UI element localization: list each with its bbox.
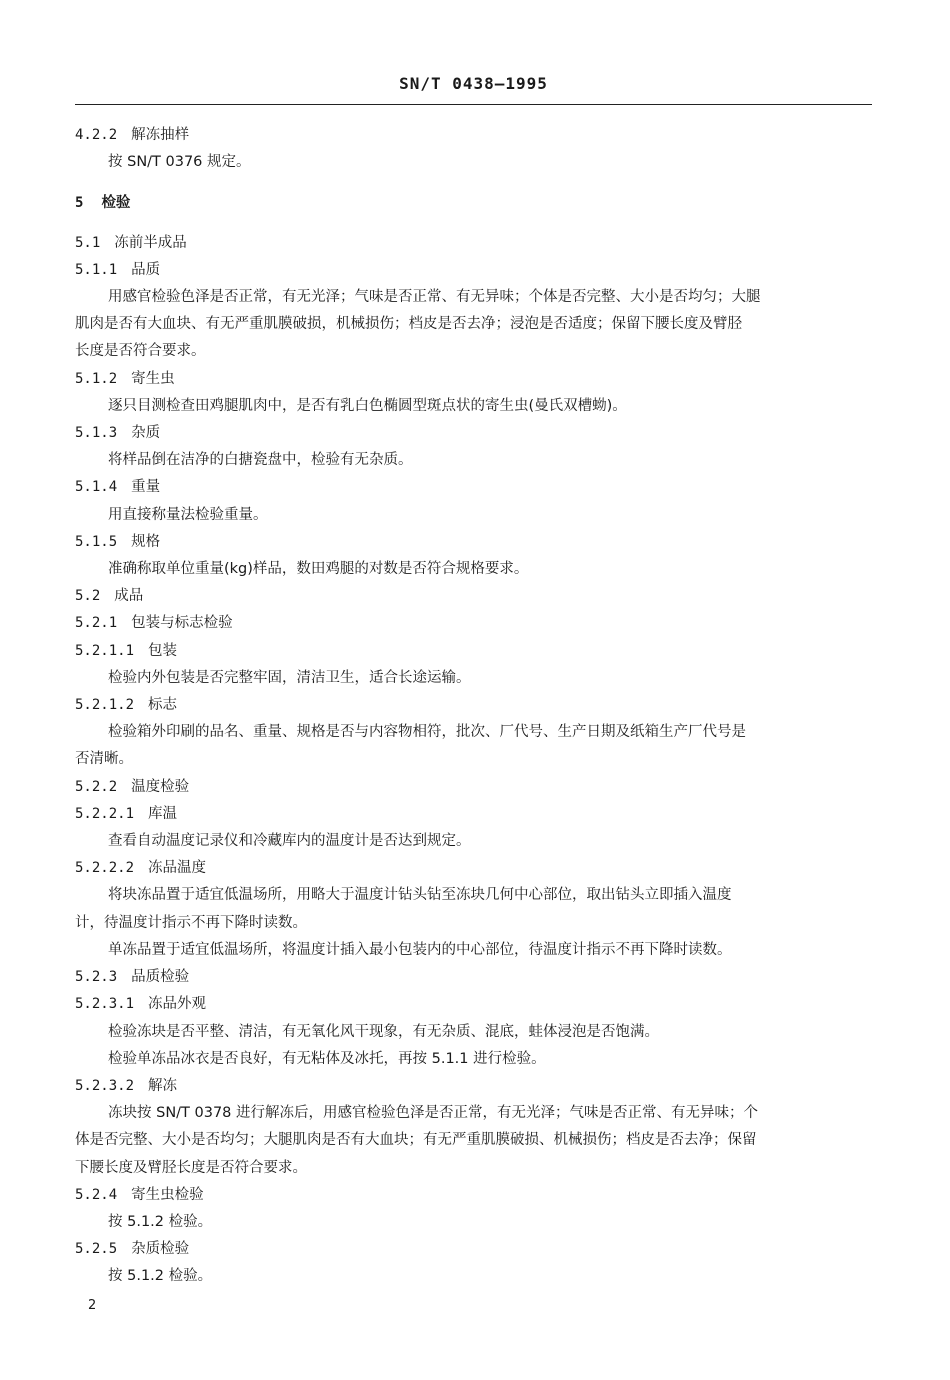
heading-5-2-1-1: 5.2.1.1 包装 bbox=[75, 642, 178, 659]
paragraph-5-2-1-1: 检验内外包装是否完整牢固，清洁卫生，适合长途运输。 bbox=[108, 669, 471, 686]
paragraph-5-2-2-1: 查看自动温度记录仪和冷藏库内的温度计是否达到规定。 bbox=[108, 833, 471, 850]
heading-5-2-1-2: 5.2.1.2 标志 bbox=[75, 697, 178, 714]
paragraph-5-1-1-line-2: 肌肉是否有大血块、有无严重肌膜破损，机械损伤；档皮是否去净；浸泡是否适度；保留下腰长度及臂胫 bbox=[75, 316, 742, 333]
heading-5: 5 检验 bbox=[75, 195, 131, 212]
heading-5-1: 5.1 冻前半成品 bbox=[75, 234, 187, 251]
paragraph-5-2-2-2-line-2: 计，待温度计指示不再下降时读数。 bbox=[75, 914, 307, 931]
heading-5-1-4: 5.1.4 重量 bbox=[75, 479, 161, 496]
paragraph-5-1-1-line-1: 用感官检验色泽是否正常，有无光泽；气味是否正常、有无异味；个体是否完整、大小是否均匀；大腿 bbox=[108, 289, 761, 306]
standard-code-header: SN/T 0438—1995 bbox=[399, 74, 548, 93]
paragraph-5-2-5: 按 5.1.2 检验。 bbox=[108, 1268, 213, 1285]
header-rule bbox=[75, 104, 872, 105]
paragraph-5-1-4: 用直接称量法检验重量。 bbox=[108, 506, 268, 523]
heading-5-2-2: 5.2.2 温度检验 bbox=[75, 778, 190, 795]
heading-5-1-5: 5.1.5 规格 bbox=[75, 533, 161, 550]
heading-5-2-3-2: 5.2.3.2 解冻 bbox=[75, 1077, 178, 1094]
heading-5-2-3-1: 5.2.3.1 冻品外观 bbox=[75, 996, 207, 1013]
paragraph-5-2-3-2-line-3: 下腰长度及臂胫长度是否符合要求。 bbox=[75, 1159, 307, 1176]
heading-5-2-1: 5.2.1 包装与标志检验 bbox=[75, 615, 233, 632]
page-number: 2 bbox=[88, 1298, 97, 1313]
document-body bbox=[75, 122, 872, 1291]
paragraph-5-2-1-2-line-2: 否清晰。 bbox=[75, 751, 133, 768]
heading-5-1-2: 5.1.2 寄生虫 bbox=[75, 370, 175, 387]
paragraph-5-1-3: 将样品倒在洁净的白搪瓷盘中，检验有无杂质。 bbox=[108, 452, 413, 469]
heading-5-2-2-2: 5.2.2.2 冻品温度 bbox=[75, 860, 207, 877]
heading-5-1-1: 5.1.1 品质 bbox=[75, 261, 161, 278]
paragraph-5-1-2: 逐只目测检查田鸡腿肌肉中，是否有乳白色椭圆型斑点状的寄生虫(曼氏双槽蚴)。 bbox=[108, 397, 627, 414]
heading-5-2: 5.2 成品 bbox=[75, 588, 144, 605]
heading-5-1-3: 5.1.3 杂质 bbox=[75, 425, 161, 442]
paragraph-5-2-4: 按 5.1.2 检验。 bbox=[108, 1213, 213, 1230]
heading-5-2-2-1: 5.2.2.1 库温 bbox=[75, 805, 178, 822]
paragraph-5-2-3-2-line-2: 体是否完整、大小是否均匀；大腿肌肉是否有大血块；有无严重肌膜破损、机械损伤；档皮是否去净；保留 bbox=[75, 1132, 757, 1149]
paragraph-5-1-1-line-3: 长度是否符合要求。 bbox=[75, 343, 206, 360]
heading-4-2-2: 4.2.2 解冻抽样 bbox=[75, 127, 190, 143]
paragraph-5-2-3-1-line-2: 检验单冻品冰衣是否良好，有无粘体及冰托，再按 5.1.1 进行检验。 bbox=[108, 1050, 546, 1067]
paragraph-5-2-1-2-line-1: 检验箱外印刷的品名、重量、规格是否与内容物相符，批次、厂代号、生产日期及纸箱生产厂代号是 bbox=[108, 724, 746, 741]
paragraph-5-2-2-2-line-3: 单冻品置于适宜低温场所，将温度计插入最小包装内的中心部位，待温度计指示不再下降时读数。 bbox=[108, 941, 732, 958]
heading-5-2-4: 5.2.4 寄生虫检验 bbox=[75, 1186, 204, 1203]
paragraph-5-1-5: 准确称取单位重量(kg)样品，数田鸡腿的对数是否符合规格要求。 bbox=[108, 561, 529, 578]
paragraph-5-2-3-1-line-1: 检验冻块是否平整、清洁，有无氧化风干现象，有无杂质、混底，蛙体浸泡是否饱满。 bbox=[108, 1023, 659, 1040]
paragraph-5-2-2-2-line-1: 将块冻品置于适宜低温场所，用略大于温度计钻头钻至冻块几何中心部位，取出钻头立即插入温度 bbox=[108, 887, 732, 904]
paragraph-4-2-2: 按 SN/T 0376 规定。 bbox=[108, 154, 251, 171]
paragraph-5-2-3-2-line-1: 冻块按 SN/T 0378 进行解冻后，用感官检验色泽是否正常，有无光泽；气味是否正常、有无异味；个 bbox=[108, 1105, 759, 1122]
heading-5-2-5: 5.2.5 杂质检验 bbox=[75, 1241, 190, 1258]
heading-5-2-3: 5.2.3 品质检验 bbox=[75, 969, 190, 986]
